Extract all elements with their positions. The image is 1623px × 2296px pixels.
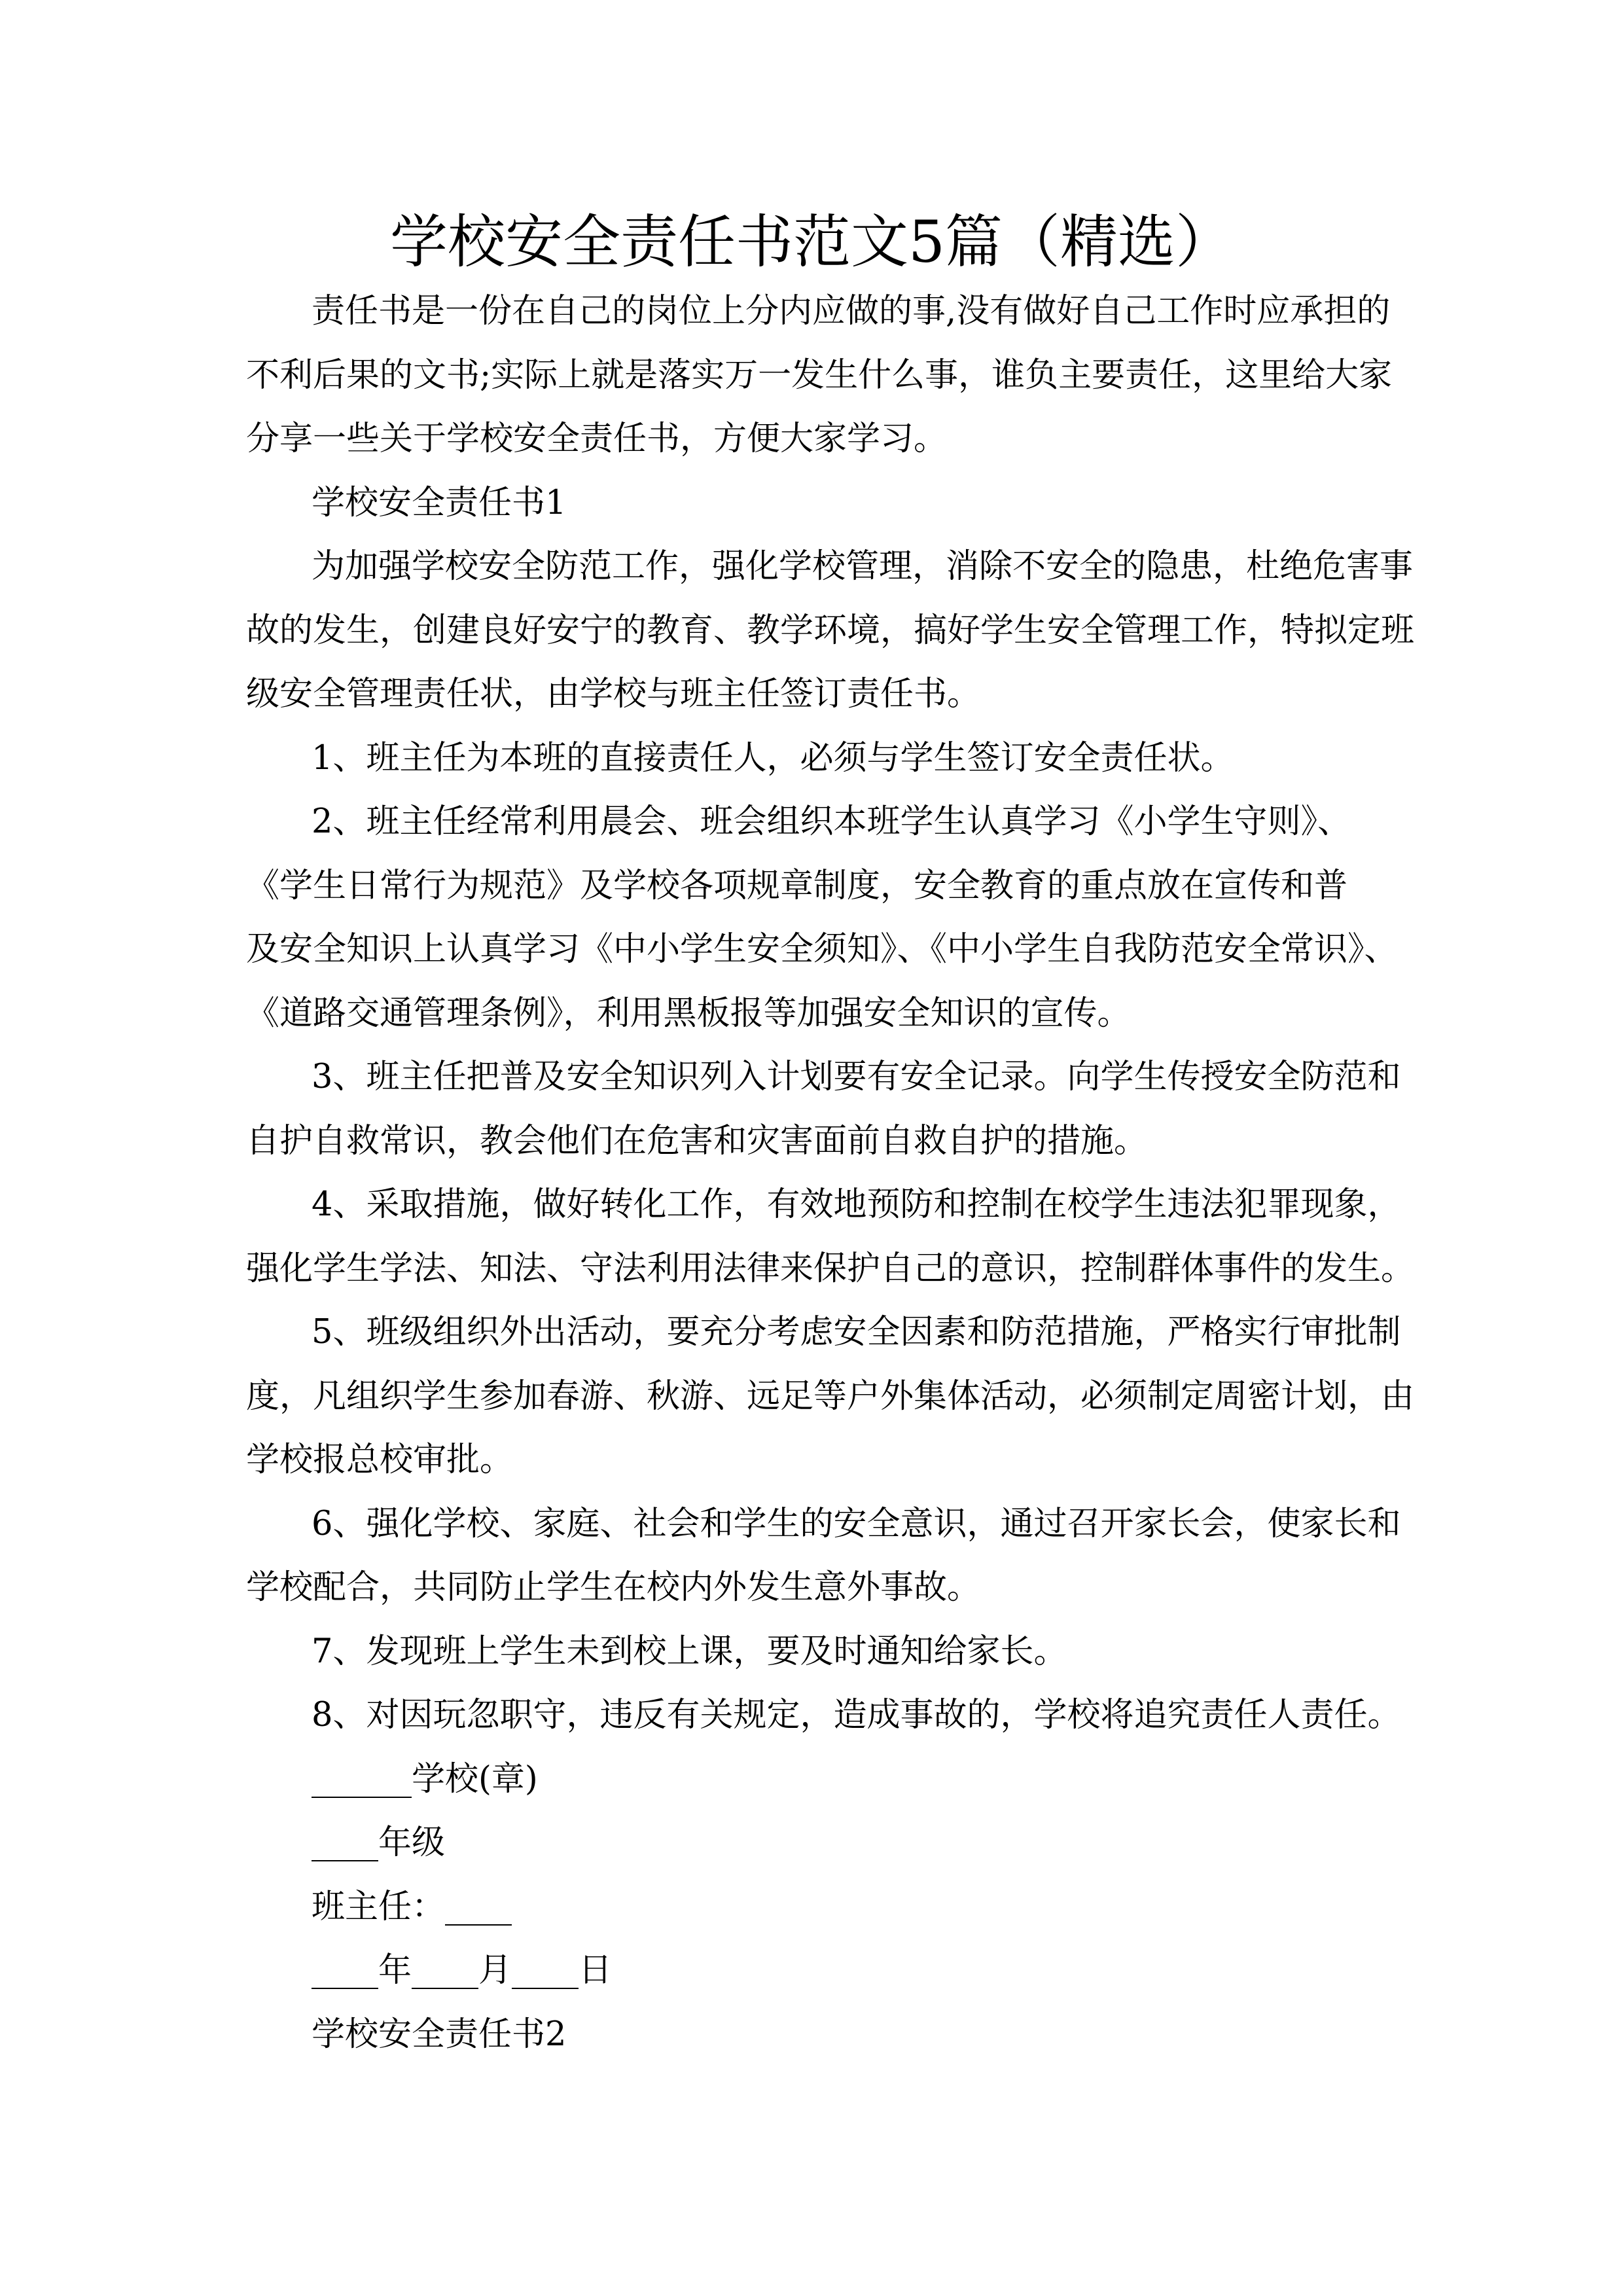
item-line: 学校报总校审批。: [246, 1441, 514, 1479]
item-line: 强化学生学法、知法、守法利用法律来保护自己的意识，控制群体事件的发生。: [246, 1249, 1415, 1288]
item-line: 4、采取措施，做好转化工作，有效地预防和控制在校学生违法犯罪现象，: [312, 1185, 1401, 1224]
signature-grade: ____年级: [312, 1823, 446, 1862]
item-line: 3、班主任把普及安全知识列入计划要有安全记录。向学生传授安全防范和: [312, 1058, 1401, 1096]
item-line: 5、班级组织外出活动，要充分考虑安全因素和防范措施，严格实行审批制: [312, 1313, 1401, 1352]
document-title: 学校安全责任书范文5篇（精选）: [390, 208, 1233, 276]
item-line: 8、对因玩忽职守，违反有关规定，造成事故的，学校将追究责任人责任。: [312, 1696, 1401, 1734]
item-line: 《学生日常行为规范》及学校各项规章制度，安全教育的重点放在宣传和普: [246, 866, 1348, 905]
signature-teacher: 班主任：____: [312, 1887, 512, 1926]
item-line: 《道路交通管理条例》，利用黑板报等加强安全知识的宣传。: [246, 994, 1131, 1033]
intro-line: 不利后果的文书;实际上就是落实万一发生什么事，谁负主要责任，这里给大家: [246, 355, 1393, 395]
signature-school: ______学校(章): [312, 1759, 538, 1799]
item-line: 6、强化学校、家庭、社会和学生的安全意识，通过召开家长会，使家长和: [312, 1504, 1401, 1543]
item-line: 2、班主任经常利用晨会、班会组织本班学生认真学习《小学生守则》、: [312, 802, 1351, 841]
item-line: 及安全知识上认真学习《中小学生安全须知》、《中小学生自我防范安全常识》、: [246, 930, 1398, 969]
paragraph-line: 故的发生，创建良好安宁的教育、教学环境，搞好学生安全管理工作，特拟定班: [246, 611, 1415, 650]
paragraph-line: 级安全管理责任状，由学校与班主任签订责任书。: [246, 675, 981, 713]
item-line: 7、发现班上学生未到校上课，要及时通知给家长。: [312, 1632, 1067, 1671]
section-heading: 学校安全责任书2: [312, 2015, 567, 2054]
item-line: 1、班主任为本班的直接责任人，必须与学生签订安全责任状。: [312, 738, 1234, 778]
item-line: 自护自救常识，教会他们在危害和灾害面前自救自护的措施。: [246, 1121, 1148, 1160]
document-body: [246, 279, 1415, 2066]
item-line: 度，凡组织学生参加春游、秋游、远足等户外集体活动，必须制定周密计划，由: [246, 1376, 1415, 1416]
signature-date: ____年____月____日: [312, 1951, 613, 1990]
item-line: 学校配合，共同防止学生在校内外发生意外事故。: [246, 1568, 981, 1607]
paragraph-line: 为加强学校安全防范工作，强化学校管理，消除不安全的隐患，杜绝危害事: [312, 547, 1414, 586]
section-heading: 学校安全责任书1: [312, 483, 567, 522]
intro-line: 分享一些关于学校安全责任书，方便大家学习。: [246, 420, 948, 458]
intro-line: 责任书是一份在自己的岗位上分内应做的事,没有做好自己工作时应承担的: [312, 292, 1391, 331]
